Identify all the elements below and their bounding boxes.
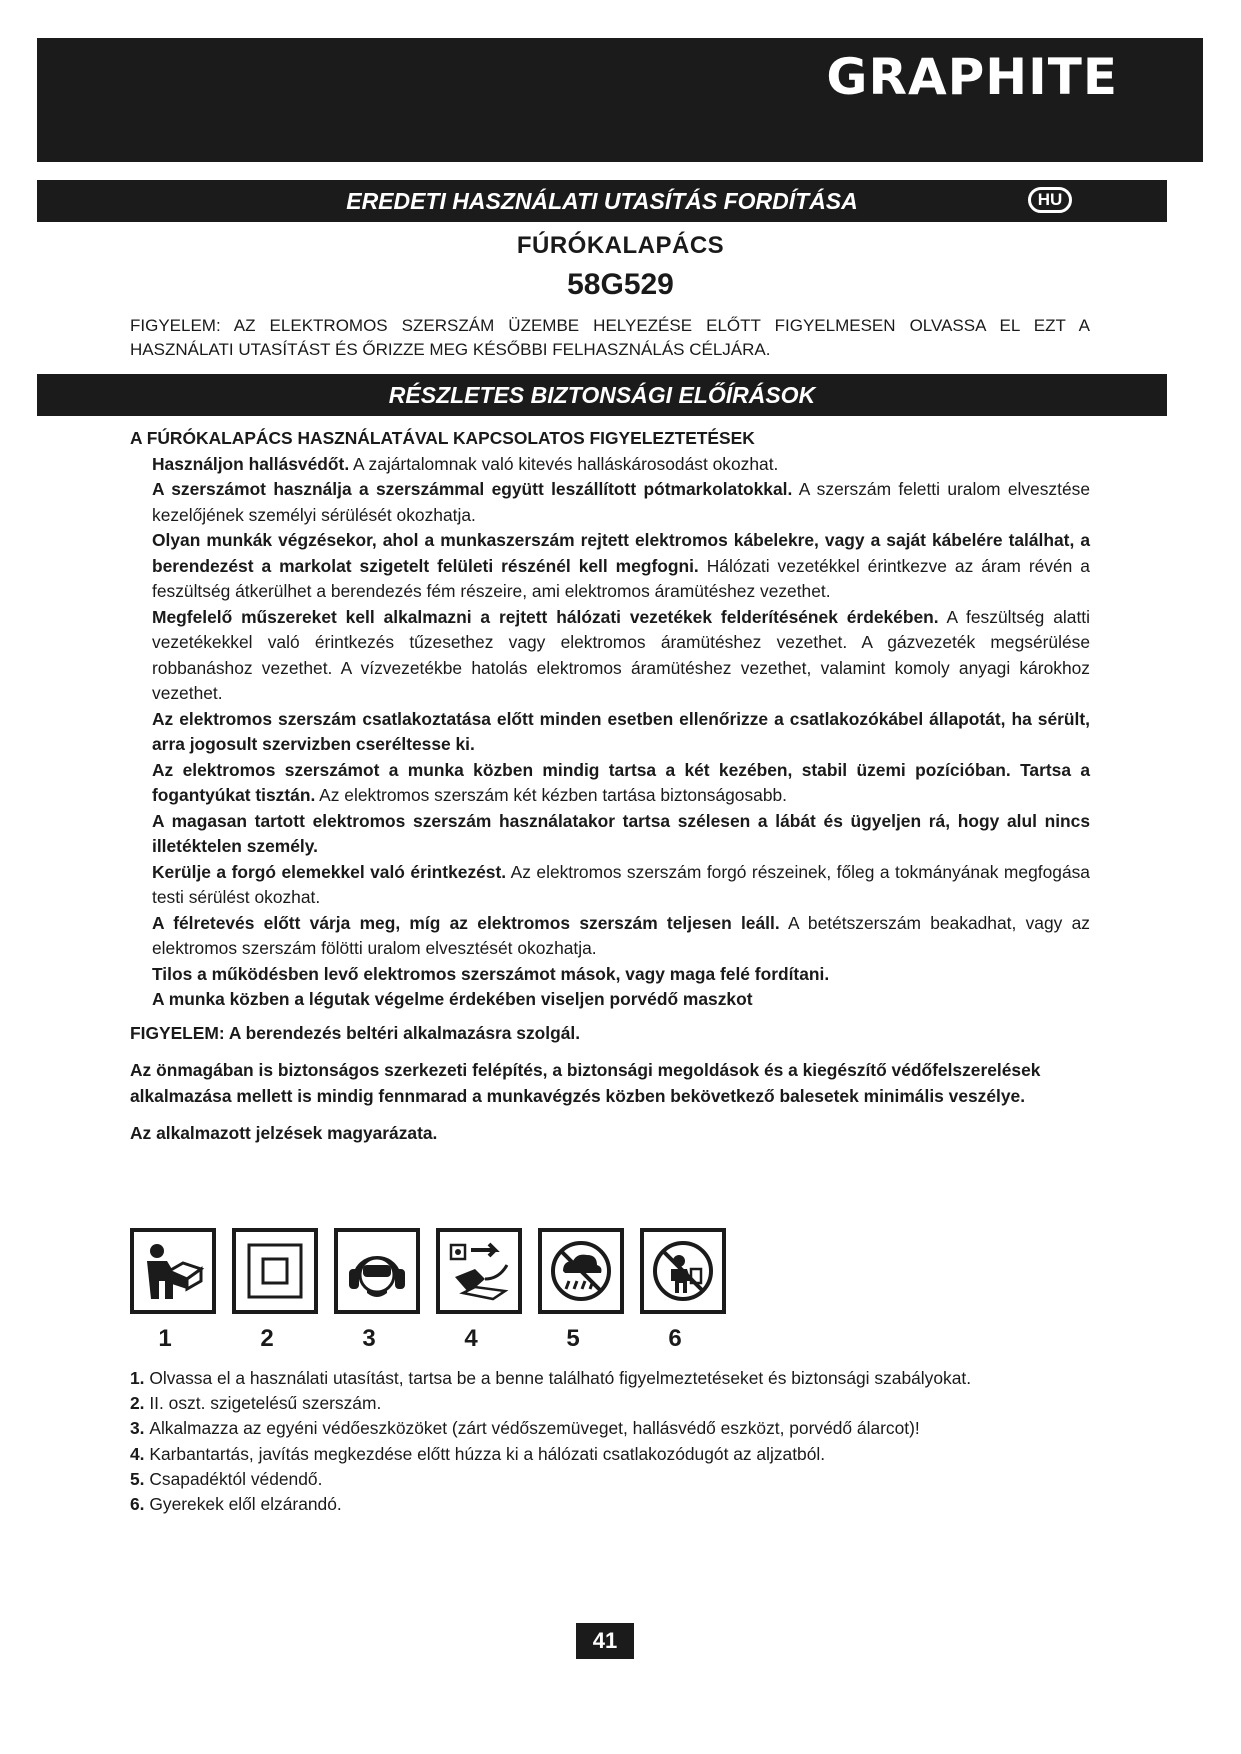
safety-rule: A magasan tartott elektromos szerszám használatakor tartsa szélesen a lábát és ügyeljen rá, hogy alul nincs illetéktelen személy.: [152, 810, 1090, 856]
legend-item: 2. II. oszt. szigetelésű szerszám.: [130, 1393, 382, 1414]
class-ii-insulation-icon: [232, 1228, 318, 1314]
read-manual-icon: [130, 1228, 216, 1314]
safety-rule: Megfelelő műszereket kell alkalmazni a rejtett hálózati vezetékek felderítésének érdekében. A feszültség alatti vezetékekkel való érintkezés tűzesethez vagy elektromos áramütéshez vezethet. A gázvezeték megsérülése robbanáshoz vezethet. A vízvezetékbe hatolás elektromos áramütéshez vezethet, valamint komoly anyagi károkhoz vezethet.: [152, 606, 1090, 703]
legend-item: 3. Alkalmazza az egyéni védőeszközöket (zárt védőszemüveget, hallásvédő eszközt, porvédő álarcot)!: [130, 1418, 920, 1439]
safety-bar-text: RÉSZLETES BIZTONSÁGI ELŐÍRÁSOK: [388, 382, 816, 408]
symbol-legend: [130, 1366, 1110, 1517]
symbol-number: 5: [566, 1325, 580, 1352]
symbol-numbers: [130, 1325, 740, 1355]
intro-warning: FIGYELEM: AZ ELEKTROMOS SZERSZÁM ÜZEMBE HELYEZÉSE ELŐTT FIGYELMESEN OLVASSA EL EZT A HASZNÁLATI UTASÍTÁST ÉS ŐRIZZE MEG KÉSŐBBI FELHASZNÁLÁS CÉLJÁRA.: [130, 316, 1090, 359]
safety-rule: Kerülje a forgó elemekkel való érintkezést. Az elektromos szerszám forgó részeinek, főleg a tokmányának megfogása testi sérülést okozhat.: [152, 861, 1090, 907]
unplug-before-maintenance-icon: [436, 1228, 522, 1314]
protective-equipment-icon: [334, 1228, 420, 1314]
page-number: 41: [576, 1623, 634, 1659]
symbol-icons: [130, 1228, 740, 1320]
legend-item: 1. Olvassa el a használati utasítást, tartsa be a benne található figyelmeztetéseket és biztonsági szabályokat.: [130, 1368, 972, 1388]
language-badge: HU: [1028, 187, 1072, 213]
symbol-number: 1: [158, 1325, 172, 1352]
residual-risk: Az önmagában is biztonságos szerkezeti felépítés, a biztonsági megoldások és a kiegészítő védőfelszerelések alkalmazása mellett is mindig fennmarad a munkavégzés közben bekövetkező balesetek minimális veszélye.: [130, 1060, 1041, 1106]
indoor-note: FIGYELEM: A berendezés beltéri alkalmazásra szolgál.: [130, 1022, 581, 1043]
safety-rule: Olyan munkák végzésekor, ahol a munkaszerszám rejtett elektromos kábelekre, vagy a saját kábelére találhat, a berendezést a markolat szigetelt felületi részénél kell megfogni. Hálózati vezetékkel érintkezve az áram révén a feszültség átkerülhet a berendezés fém részeire, ami elektromos áramütéshez vezethet.: [152, 530, 1090, 601]
symbols-heading: Az alkalmazott jelzések magyarázata.: [130, 1123, 438, 1143]
safety-heading: A FÚRÓKALAPÁCS HASZNÁLATÁVAL KAPCSOLATOS FIGYELEZTETÉSEK: [130, 428, 755, 448]
title-bar-text: EREDETI HASZNÁLATI UTASÍTÁS FORDÍTÁSA: [346, 188, 858, 214]
safety-rule: Tilos a működésben levő elektromos szerszámot mások, vagy maga felé fordítani.: [152, 963, 830, 984]
product-name: FÚRÓKALAPÁCS: [516, 232, 725, 259]
safety-rule: Használjon hallásvédőt. A zajártalomnak való kitevés halláskárosodást okozhat.: [152, 453, 779, 474]
safety-rule: A félretevés előtt várja meg, míg az elektromos szerszám teljesen leáll. A betétszerszám beakadhat, vagy az elektromos szerszám fölötti uralom elvesztését okozhatja.: [152, 912, 1090, 958]
brand-logo: GRAPHITE: [826, 48, 1118, 106]
safety-rule: A munka közben a légutak végelme érdekében viseljen porvédő maszkot: [152, 989, 753, 1009]
safety-rule: A szerszámot használja a szerszámmal együtt leszállított pótmarkolatokkal. A szerszám feletti uralom elvesztése kezelőjének személyi sérülését okozhatja.: [152, 479, 1090, 525]
legend-item: 6. Gyerekek elől elzárandó.: [130, 1494, 342, 1515]
legend-item: 4. Karbantartás, javítás megkezdése előtt húzza ki a hálózati csatlakozódugót az aljzatból.: [130, 1443, 826, 1464]
keep-away-from-children-icon: [640, 1228, 726, 1314]
protect-from-rain-icon: [538, 1228, 624, 1314]
safety-rule: Az elektromos szerszám csatlakoztatása előtt minden esetben ellenőrizze a csatlakozókábel állapotát, ha sérült, arra jogosult szervizben cseréltesse ki.: [152, 708, 1090, 754]
symbol-number: 2: [260, 1325, 274, 1352]
safety-rule: Az elektromos szerszámot a munka közben mindig tartsa a két kezében, stabil üzemi pozícióban. Tartsa a fogantyúkat tisztán. Az elektromos szerszám két kézben tartása biztonságosabb.: [152, 759, 1090, 805]
symbol-number: 4: [464, 1325, 478, 1352]
safety-bar: [37, 374, 1167, 416]
symbol-number: 3: [362, 1325, 376, 1352]
safety-content: [130, 426, 1090, 1147]
symbol-number: 6: [668, 1325, 682, 1352]
title-bar: [37, 180, 1167, 222]
product-code: 58G529: [567, 268, 674, 301]
legend-item: 5. Csapadéktól védendő.: [130, 1468, 323, 1489]
